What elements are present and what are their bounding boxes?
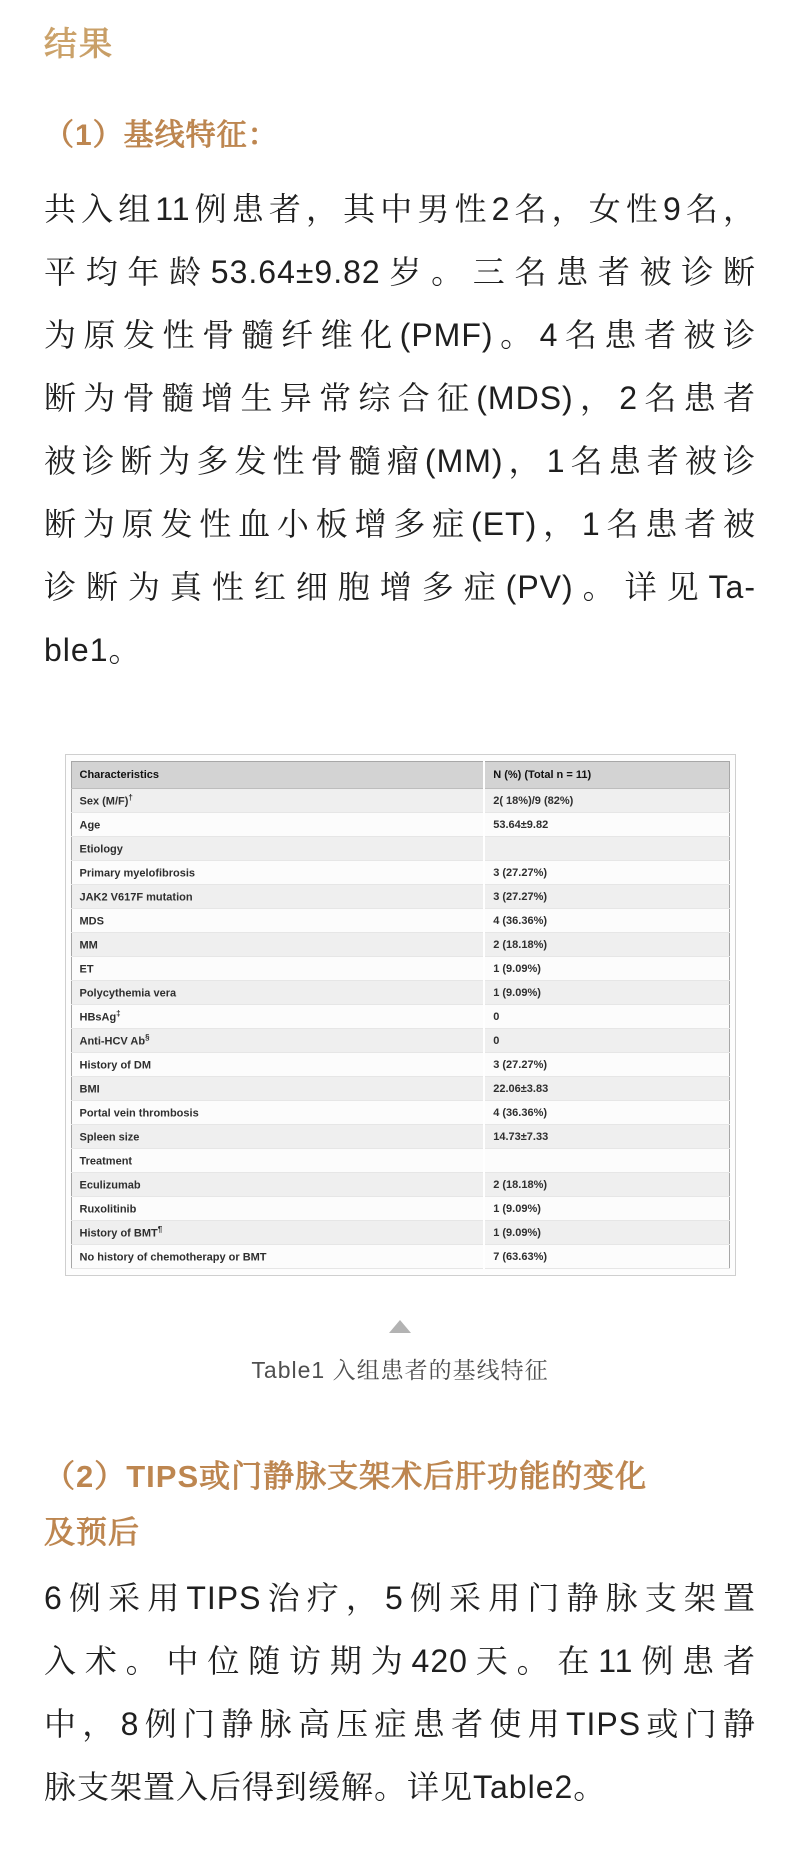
table-row xyxy=(71,1125,729,1149)
row-label-cell: Eculizumab xyxy=(71,1173,484,1197)
paragraph-line: 诊断为真性红细胞增多症(PV)。详见Ta- xyxy=(44,569,756,605)
paragraph-line: ble1。 xyxy=(44,632,142,668)
section1-paragraph xyxy=(44,178,756,682)
row-value-cell: 3 (27.27%) xyxy=(484,885,729,909)
section2-paragraph xyxy=(44,1567,756,1819)
paragraph-line: 断为骨髓增生异常综合征(MDS)，2名患者 xyxy=(44,380,756,416)
row-value-cell: 1 (9.09%) xyxy=(484,957,729,981)
table-row xyxy=(71,813,729,837)
table1-caption: Table1 入组患者的基线特征 xyxy=(251,1357,549,1383)
paragraph-line: 共入组11例患者，其中男性2名，女性9名， xyxy=(44,191,756,227)
table-row xyxy=(71,1029,729,1053)
row-label-cell: MM xyxy=(71,933,484,957)
row-value-cell: 2 (18.18%) xyxy=(484,933,729,957)
row-label-cell: JAK2 V617F mutation xyxy=(71,885,484,909)
row-label-cell: Anti-HCV Ab§ xyxy=(71,1029,484,1053)
row-label-cell: BMI xyxy=(71,1077,484,1101)
row-value-cell xyxy=(484,837,729,861)
row-label-cell: Polycythemia vera xyxy=(71,981,484,1005)
row-value-cell: 53.64±9.82 xyxy=(484,813,729,837)
row-label-cell: Etiology xyxy=(71,837,484,861)
row-value-cell: 14.73±7.33 xyxy=(484,1125,729,1149)
section1-heading: （1）基线特征： xyxy=(44,119,279,152)
row-label-cell: Age xyxy=(71,813,484,837)
section2-heading-line: （2）TIPS或门静脉支架术后肝功能的变化 xyxy=(44,1459,648,1494)
row-label-cell: HBsAg‡ xyxy=(71,1005,484,1029)
row-label-cell: Treatment xyxy=(71,1149,484,1173)
row-label-cell: Portal vein thrombosis xyxy=(71,1101,484,1125)
table-row xyxy=(71,1173,729,1197)
table-header-row xyxy=(71,762,729,789)
row-value-cell: 22.06±3.83 xyxy=(484,1077,729,1101)
paragraph-line: 平均年龄53.64±9.82岁。三名患者被诊断 xyxy=(44,254,756,290)
table-row xyxy=(71,957,729,981)
row-label-cell: No history of chemotherapy or BMT xyxy=(71,1245,484,1269)
row-value-cell: 2( 18%)/9 (82%) xyxy=(484,789,729,813)
table-row xyxy=(71,1077,729,1101)
row-value-cell: 1 (9.09%) xyxy=(484,1197,729,1221)
row-label-cell: History of DM xyxy=(71,1053,484,1077)
table1 xyxy=(71,761,730,1269)
table-row xyxy=(71,909,729,933)
table-row xyxy=(71,837,729,861)
row-value-cell: 0 xyxy=(484,1005,729,1029)
table-row xyxy=(71,1197,729,1221)
row-value-cell: 7 (63.63%) xyxy=(484,1245,729,1269)
row-value-cell: 4 (36.36%) xyxy=(484,909,729,933)
row-value-cell: 3 (27.27%) xyxy=(484,861,729,885)
row-label-cell: Sex (M/F)† xyxy=(71,789,484,813)
section2-heading xyxy=(44,1449,756,1561)
table-header-n-percent: N (%) (Total n = 11) xyxy=(484,762,729,789)
paragraph-line: 中，8例门静脉高压症患者使用TIPS或门静 xyxy=(44,1706,756,1742)
table-row xyxy=(71,1053,729,1077)
row-value-cell: 1 (9.09%) xyxy=(484,1221,729,1245)
row-value-cell: 3 (27.27%) xyxy=(484,1053,729,1077)
row-label-cell: Ruxolitinib xyxy=(71,1197,484,1221)
arrow-up-icon xyxy=(389,1320,411,1333)
section2-heading-line: 及预后 xyxy=(44,1515,140,1550)
paragraph-line: 被诊断为多发性骨髓瘤(MM)，1名患者被诊 xyxy=(44,443,756,479)
paragraph-line: 6例采用TIPS治疗，5例采用门静脉支架置 xyxy=(44,1580,756,1616)
page-title: 结果 xyxy=(44,24,756,64)
table1-image[interactable] xyxy=(65,754,736,1276)
row-label-cell: MDS xyxy=(71,909,484,933)
row-value-cell: 0 xyxy=(484,1029,729,1053)
paragraph-line: 脉支架置入后得到缓解。详见Table2。 xyxy=(44,1769,607,1805)
table-row xyxy=(71,861,729,885)
table-row xyxy=(71,981,729,1005)
row-value-cell: 4 (36.36%) xyxy=(484,1101,729,1125)
table-row xyxy=(71,1101,729,1125)
table-row xyxy=(71,789,729,813)
table-row xyxy=(71,933,729,957)
row-label-cell: Primary myelofibrosis xyxy=(71,861,484,885)
table-row xyxy=(71,885,729,909)
row-label-cell: ET xyxy=(71,957,484,981)
paragraph-line: 断为原发性血小板增多症(ET)，1名患者被 xyxy=(44,506,756,542)
row-label-cell: Spleen size xyxy=(71,1125,484,1149)
table-row xyxy=(71,1005,729,1029)
paragraph-line: 入术。中位随访期为420天。在11例患者 xyxy=(44,1643,756,1679)
table-row xyxy=(71,1245,729,1269)
row-value-cell: 2 (18.18%) xyxy=(484,1173,729,1197)
row-label-cell: History of BMT¶ xyxy=(71,1221,484,1245)
row-value-cell: 1 (9.09%) xyxy=(484,981,729,1005)
table-header-characteristics: Characteristics xyxy=(71,762,484,789)
row-value-cell xyxy=(484,1149,729,1173)
table-row xyxy=(71,1221,729,1245)
table-row xyxy=(71,1149,729,1173)
paragraph-line: 为原发性骨髓纤维化(PMF)。4名患者被诊 xyxy=(44,317,756,353)
